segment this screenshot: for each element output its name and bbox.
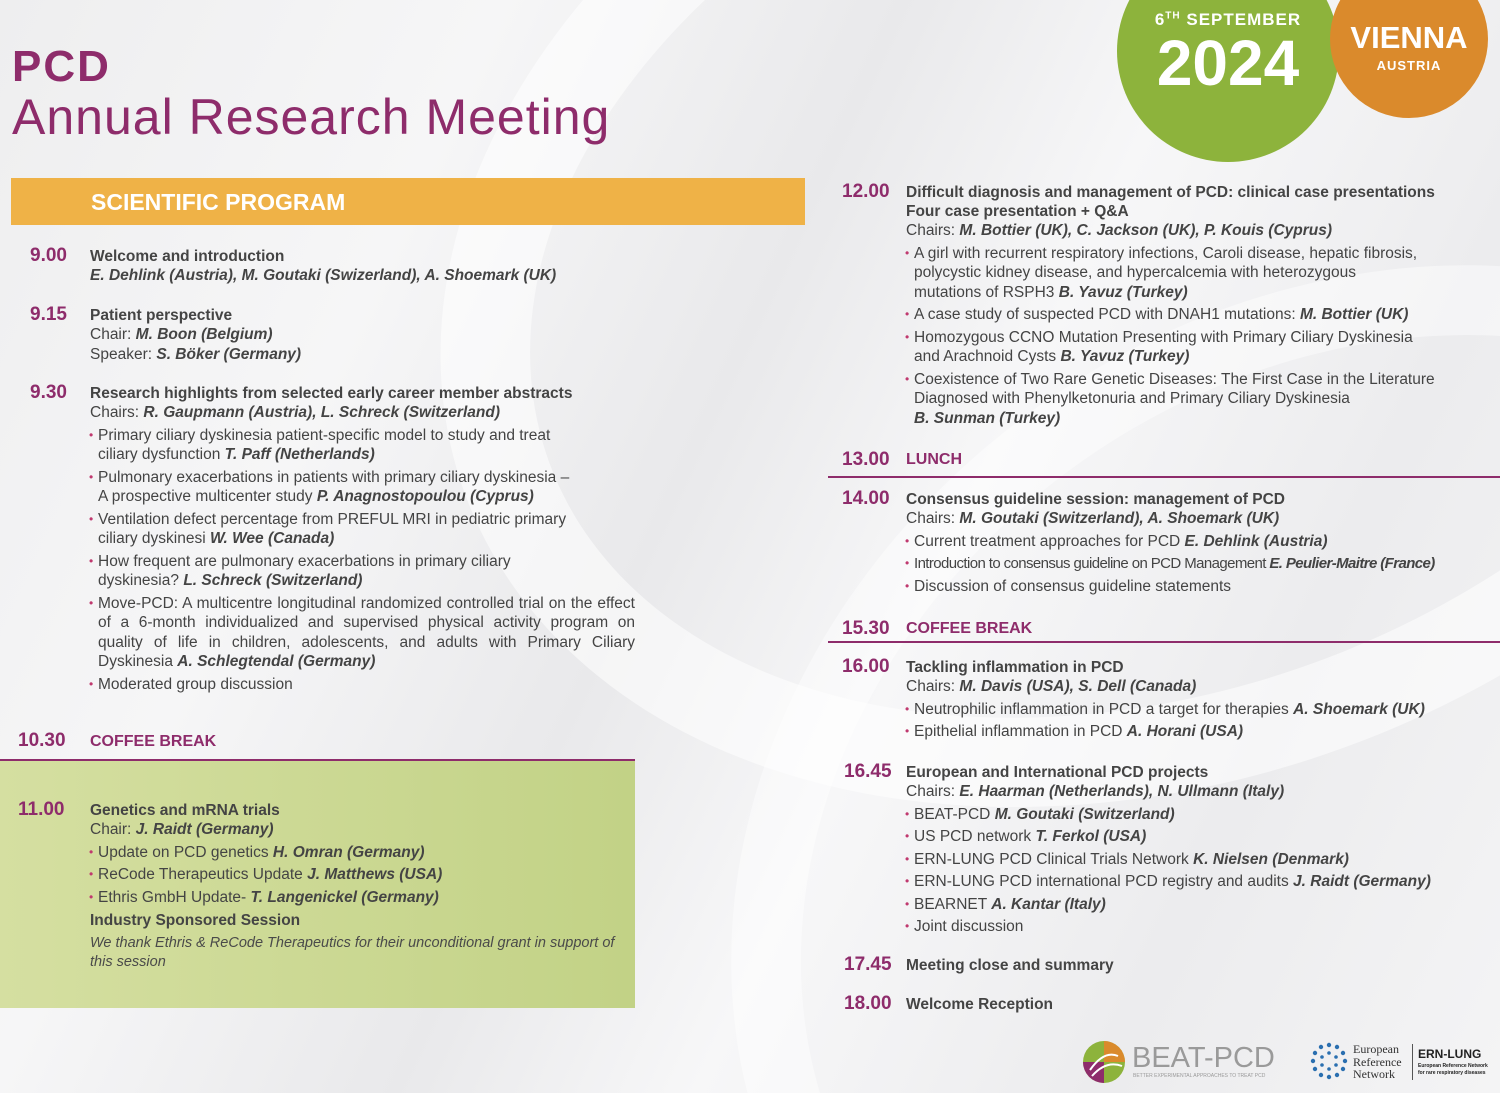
item-text: Ventilation defect percentage from PREFUL MRI in pediatric primary (98, 510, 567, 528)
talk-item (906, 917, 1476, 937)
ern-dots-icon (1310, 1042, 1348, 1082)
session-title: Difficult diagnosis and management of PCD: clinical case presentations (906, 184, 1435, 201)
ern-logo (1310, 1042, 1488, 1087)
session-title: Meeting close and summary (906, 957, 1114, 974)
divider (828, 641, 1500, 643)
session-time: 14.00 (842, 488, 890, 509)
ern-line: European (1353, 1042, 1399, 1056)
chairs-label: Chairs: (906, 222, 956, 239)
banner-label: SCIENTIFIC PROGRAM (91, 189, 346, 215)
chairs-names: R. Gaupmann (Austria), L. Schreck (Switzerland) (143, 404, 500, 421)
speaker-label: Speaker: (90, 345, 153, 363)
item-presenter: A. Horani (USA) (1126, 723, 1244, 740)
talk-item (906, 700, 1476, 720)
item-presenter: L. Schreck (Switzerland) (183, 572, 363, 589)
session-title: Welcome Reception (906, 996, 1054, 1013)
date-circle (1117, 0, 1339, 162)
abstract-item (90, 510, 635, 549)
break-time: 15.30 (842, 618, 890, 639)
abstract-item (90, 552, 635, 591)
item-presenter: W. Wee (Canada) (209, 530, 335, 547)
item-text: Homozygous CCNO Mutation Presenting with Primary Ciliary Dyskinesia (914, 328, 1413, 346)
item-text: Coexistence of Two Rare Genetic Diseases: The First Case in the Literature (914, 370, 1435, 388)
date-month: SEPTEMBER (1186, 10, 1302, 29)
beat-pcd-name: BEAT-PCD (1132, 1042, 1275, 1074)
item-text: Epithelial inflammation in PCD (914, 723, 1123, 740)
talk-item (90, 843, 620, 863)
ern-text (1353, 1043, 1402, 1081)
talk-item (906, 722, 1476, 742)
divider (828, 476, 1500, 478)
abstract-item (90, 594, 635, 672)
session-title: Research highlights from selected early career member abstracts (90, 385, 573, 402)
item-text: Joint discussion (914, 918, 1024, 935)
session-title: Tackling inflammation in PCD (906, 659, 1124, 676)
item-text: polycystic kidney disease, and hypercalcemia with heterozygous (914, 264, 1356, 281)
session-chairs (906, 782, 1476, 802)
session-title: Welcome and introduction (90, 248, 285, 265)
session-chairs (90, 403, 635, 423)
date-suffix: TH (1165, 10, 1181, 22)
coffee-break-label: COFFEE BREAK (90, 733, 217, 750)
industry-session-label: Industry Sponsored Session (90, 912, 301, 929)
item-text: Update on PCD genetics (98, 843, 269, 861)
session-930 (30, 382, 635, 694)
item-text: US PCD network (914, 828, 1032, 845)
talk-item (90, 865, 620, 885)
session-time: 17.45 (844, 954, 892, 975)
event-country: AUSTRIA (1376, 58, 1442, 73)
ern-divider (1412, 1044, 1413, 1080)
abstract-item (90, 675, 635, 695)
chairs-label: Chairs: (906, 783, 956, 800)
talk-item (906, 895, 1476, 915)
session-915 (30, 304, 650, 364)
item-text: Move-PCD: A multicentre longitudinal randomized controlled trial on the effect of a 6-month individualized and supervised physical activity program on quality of life in children, adolescents, and adults with Primary Ciliary Dyskinesia (98, 594, 635, 670)
item-presenter: M. Goutaki (Switzerland) (994, 805, 1175, 823)
session-1645 (844, 761, 1476, 937)
item-text: Introduction to consensus guideline on PCD Management (914, 555, 1266, 572)
session-1400 (842, 488, 1476, 596)
item-presenter: T. Langenickel (Germany) (250, 888, 439, 906)
beat-pcd-wordmark (1132, 1042, 1275, 1075)
session-time: 18.00 (844, 993, 892, 1014)
talk-item (906, 805, 1476, 825)
chairs-label: Chairs: (90, 404, 140, 421)
talk-item (906, 577, 1476, 597)
session-subtitle: Four case presentation + Q&A (906, 203, 1129, 220)
break-time: 13.00 (842, 449, 890, 470)
session-900 (30, 245, 650, 286)
session-chair (90, 820, 620, 840)
session-time: 9.00 (30, 245, 67, 266)
item-presenter: P. Anagnostopoulou (Cyprus) (316, 488, 534, 505)
beat-pcd-logo-mark (1082, 1040, 1126, 1084)
chairs-label: Chairs: (906, 678, 956, 695)
item-presenter: E. Peulier-Maitre (France) (1269, 555, 1435, 572)
break-time: 10.30 (18, 730, 66, 751)
session-time: 11.00 (18, 799, 65, 820)
chairs-names: E. Haarman (Netherlands), N. Ullmann (Italy) (959, 783, 1285, 800)
session-time: 9.30 (30, 382, 67, 403)
item-presenter: A. Schlegtendal (Germany) (177, 653, 376, 670)
item-text: BEAT-PCD (914, 805, 991, 823)
ern-line: Reference (1353, 1054, 1402, 1069)
item-presenter: M. Bottier (UK) (1299, 306, 1409, 323)
chairs-label: Chairs: (906, 510, 956, 527)
talk-item (906, 850, 1476, 870)
chairs-names: M. Goutaki (Switzerland), A. Shoemark (UK) (959, 510, 1280, 527)
session-chairs (906, 221, 1476, 241)
session-speaker (90, 345, 650, 365)
case-item (906, 244, 1476, 303)
ern-lung-name: ERN-LUNG (1418, 1047, 1482, 1061)
item-text: Pulmonary exacerbations in patients with primary ciliary dyskinesia – (98, 468, 570, 486)
item-presenter: B. Yavuz (Turkey) (1060, 348, 1190, 365)
item-text: Moderated group discussion (98, 675, 293, 693)
session-chairs (906, 677, 1476, 697)
abstract-item (90, 426, 635, 465)
beat-pcd-tagline: BETTER EXPERIMENTAL APPROACHES TO TREAT PCD (1133, 1073, 1266, 1079)
beat-pcd-logo (1082, 1040, 1275, 1089)
chairs-names: M. Bottier (UK), C. Jackson (UK), P. Kouis (Cyprus) (959, 222, 1333, 239)
session-1800 (844, 993, 1476, 1014)
chair-name: J. Raidt (Germany) (135, 821, 274, 838)
item-presenter: B. Sunman (Turkey) (914, 409, 1061, 427)
case-item (906, 370, 1476, 429)
session-title: European and International PCD projects (906, 764, 1209, 781)
chair-name: M. Boon (Belgium) (135, 326, 273, 343)
session-title: Patient perspective (90, 307, 233, 324)
divider (0, 759, 635, 761)
session-1200 (842, 181, 1476, 428)
session-time: 9.15 (30, 304, 67, 325)
item-text: A girl with recurrent respiratory infections, Caroli disease, hepatic fibrosis, (914, 244, 1418, 262)
talk-item (906, 532, 1476, 552)
session-chair (90, 325, 650, 345)
session-title: Consensus guideline session: management of PCD (906, 491, 1285, 508)
event-year: 2024 (1156, 27, 1300, 99)
item-presenter: H. Omran (Germany) (272, 843, 425, 861)
item-text: Neutrophilic inflammation in PCD a target for therapies (914, 700, 1289, 718)
item-presenter: B. Yavuz (Turkey) (1058, 283, 1188, 301)
ern-lung-subtitle: European Reference Network (1418, 1063, 1488, 1069)
coffee-break-label: COFFEE BREAK (906, 620, 1033, 637)
item-text: Ethris GmbH Update- (98, 888, 247, 906)
item-presenter: A. Shoemark (UK) (1293, 700, 1425, 718)
item-text: ReCode Therapeutics Update (98, 866, 303, 883)
ern-lung-subtitle: for rare respiratory diseases (1418, 1070, 1486, 1076)
event-city: VIENNA (1350, 20, 1468, 55)
item-presenter: E. Dehlink (Austria) (1184, 532, 1328, 550)
talk-item (906, 554, 1476, 574)
abstract-item (90, 468, 635, 507)
item-presenter: A. Kantar (Italy) (991, 895, 1106, 913)
item-presenter: T. Paff (Netherlands) (224, 446, 375, 463)
item-text: Discussion of consensus guideline statements (914, 577, 1232, 595)
ern-line: Network (1353, 1067, 1395, 1081)
lunch-label: LUNCH (906, 451, 962, 468)
item-text: ERN-LUNG PCD international PCD registry and audits (914, 873, 1289, 890)
item-presenter: J. Matthews (USA) (307, 866, 443, 883)
location-circle (1330, 0, 1488, 118)
session-1600 (842, 656, 1476, 742)
item-text: BEARNET (914, 895, 987, 913)
item-text: Diagnosed with Phenylketonuria and Primary Ciliary Dyskinesia (914, 390, 1350, 407)
item-text: Primary ciliary dyskinesia patient-specific model to study and treat (98, 426, 551, 444)
session-time: 16.00 (842, 656, 890, 677)
title-pcd: PCD (12, 42, 111, 91)
chairs-names: M. Davis (USA), S. Dell (Canada) (959, 678, 1197, 695)
session-chairs (906, 509, 1476, 529)
item-text: ciliary dyskinesi (98, 530, 206, 547)
session-1745 (844, 954, 1476, 975)
session-title: Genetics and mRNA trials (90, 802, 280, 819)
talk-item (90, 888, 620, 908)
case-item (906, 305, 1476, 325)
item-text: ciliary dysfunction (98, 446, 221, 463)
item-text: ERN-LUNG PCD Clinical Trials Network (914, 850, 1189, 868)
chair-label: Chair: (90, 821, 132, 838)
case-item (906, 328, 1476, 367)
item-text: and Arachnoid Cysts (914, 348, 1057, 365)
talk-item (906, 872, 1476, 892)
scientific-program-banner (11, 178, 805, 225)
item-presenter: J. Raidt (Germany) (1293, 873, 1431, 890)
sponsor-note: We thank Ethris & ReCode Therapeutics for their unconditional grant in support of this session (90, 935, 615, 970)
session-1100 (18, 799, 620, 972)
session-time: 16.45 (844, 761, 892, 782)
item-presenter: K. Nielsen (Denmark) (1193, 850, 1349, 868)
session-time: 12.00 (842, 181, 890, 202)
item-text: dyskinesia? (98, 572, 179, 589)
talk-item (906, 827, 1476, 847)
title-meeting: Annual Research Meeting (12, 89, 611, 145)
item-text: A case study of suspected PCD with DNAH1 mutations: (914, 306, 1296, 323)
session-speakers: E. Dehlink (Austria), M. Goutaki (Swizerland), A. Shoemark (UK) (90, 267, 557, 284)
speaker-name: S. Böker (Germany) (156, 345, 302, 363)
item-text: How frequent are pulmonary exacerbations in primary ciliary (98, 552, 511, 570)
item-text: Current treatment approaches for PCD (914, 532, 1181, 550)
chair-label: Chair: (90, 326, 132, 343)
item-text: mutations of RSPH3 (914, 283, 1055, 301)
item-presenter: T. Ferkol (USA) (1035, 828, 1147, 845)
date-day: 6 (1154, 10, 1166, 29)
item-text: A prospective multicenter study (98, 488, 313, 505)
